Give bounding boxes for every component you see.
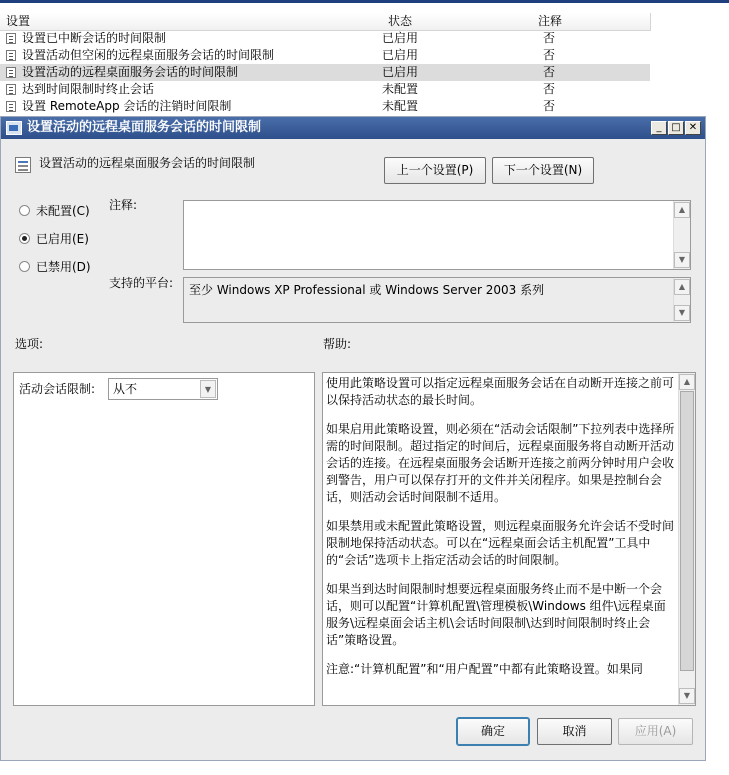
policy-dialog [0, 116, 706, 761]
scroll-down-arrow-icon[interactable]: ▼ [674, 305, 690, 321]
policy-setting-icon [15, 157, 31, 173]
column-header-setting-label: 设置 [6, 14, 31, 28]
help-scroll-thumb[interactable] [680, 391, 694, 671]
scroll-up-arrow-icon[interactable]: ▲ [679, 374, 695, 390]
column-header-state-label: 状态 [387, 14, 412, 28]
apply-button[interactable]: 应用(A) [618, 718, 693, 745]
radio-disabled-control[interactable] [19, 261, 30, 272]
column-header-comment-label: 注释 [537, 14, 562, 28]
radio-not-configured-label: 未配置(C) [36, 204, 90, 218]
platform-textbox[interactable] [183, 277, 691, 323]
options-panel [13, 372, 315, 706]
scroll-up-arrow-icon[interactable]: ▲ [674, 279, 690, 295]
radio-not-configured-control[interactable] [19, 205, 30, 216]
platform-label: 支持的平台: [109, 276, 174, 290]
list-item-comment: 否 [543, 31, 556, 45]
active-session-limit-value: 从不 [113, 382, 138, 396]
cancel-button[interactable]: 取消 [537, 718, 612, 745]
list-item[interactable] [0, 98, 650, 115]
radio-disabled[interactable] [19, 259, 99, 275]
list-item-name: 设置活动但空闲的远程桌面服务会话的时间限制 [22, 48, 275, 62]
column-header-state[interactable] [350, 13, 451, 31]
ok-button[interactable]: 确定 [457, 718, 529, 745]
column-header-setting[interactable] [0, 13, 357, 31]
help-paragraph: 使用此策略设置可以指定远程桌面服务会话在自动断开连接之前可以保持活动状态的最长时间。 [326, 376, 675, 407]
help-panel [322, 372, 696, 706]
list-item-comment: 否 [543, 48, 556, 62]
list-item-name: 设置活动的远程桌面服务会话的时间限制 [22, 65, 239, 79]
policy-name-label: 设置活动的远程桌面服务会话的时间限制 [39, 156, 256, 170]
policy-list [0, 3, 729, 116]
list-item-comment: 否 [543, 99, 556, 113]
help-text [326, 375, 676, 690]
next-setting-button[interactable]: 下一个设置(N) [492, 157, 594, 184]
column-header-comment[interactable] [450, 13, 651, 31]
comment-scrollbar[interactable] [673, 201, 690, 269]
list-item-state: 已启用 [382, 31, 419, 45]
help-paragraph: 如果当到达时间限制时想要远程桌面服务终止而不是中断一个会话，则可以配置“计算机配置\管理模板\Windows 组件\远程桌面服务\远程桌面会话主机\会话时间限制\达到时间限制时终止会话”策略设置。 [326, 582, 666, 647]
help-paragraph: 如果禁用或未配置此策略设置，则远程桌面服务允许会话不受时间限制地保持活动状态。可以在“远程桌面会话主机配置”工具中的“会话”选项卡上指定活动会话的时间限制。 [326, 519, 675, 567]
chevron-down-icon[interactable]: ▼ [200, 380, 216, 398]
list-item-selected[interactable] [0, 64, 650, 81]
list-item-comment: 否 [543, 65, 556, 79]
list-item[interactable] [0, 47, 650, 64]
scroll-up-arrow-icon[interactable]: ▲ [674, 202, 690, 218]
radio-enabled-control[interactable] [19, 233, 30, 244]
radio-enabled[interactable] [19, 231, 99, 247]
radio-not-configured[interactable] [19, 203, 99, 219]
platform-scrollbar[interactable] [673, 278, 690, 322]
close-button[interactable]: ✕ [685, 121, 701, 135]
policy-setting-icon [6, 84, 16, 95]
minimize-button[interactable]: _ [651, 121, 667, 135]
help-section-label: 帮助: [323, 337, 352, 351]
maximize-button[interactable]: □ [668, 121, 684, 135]
comment-label: 注释: [109, 198, 138, 212]
options-section-label: 选项: [15, 337, 44, 351]
help-scrollbar[interactable] [678, 373, 695, 705]
dialog-title: 设置活动的远程桌面服务会话的时间限制 [27, 120, 262, 135]
radio-enabled-label: 已启用(E) [36, 232, 89, 246]
platform-value: 至少 Windows XP Professional 或 Windows Server 2003 系列 [189, 283, 545, 297]
list-item-state: 未配置 [382, 82, 419, 96]
list-item-name: 设置 RemoteApp 会话的注销时间限制 [22, 99, 232, 113]
list-item-name: 达到时间限制时终止会话 [22, 82, 155, 96]
list-item-state: 已启用 [382, 65, 419, 79]
list-item-state: 已启用 [382, 48, 419, 62]
help-paragraph: 注意:“计算机配置”和“用户配置”中都有此策略设置。如果同 [326, 662, 643, 676]
list-item-comment: 否 [543, 82, 556, 96]
active-session-limit-dropdown[interactable] [108, 378, 218, 400]
list-item[interactable] [0, 81, 650, 98]
scroll-down-arrow-icon[interactable]: ▼ [674, 252, 690, 268]
list-item-state: 未配置 [382, 99, 419, 113]
active-session-limit-label: 活动会话限制: [19, 382, 96, 396]
list-item[interactable] [0, 30, 650, 47]
policy-setting-icon [6, 33, 16, 44]
help-paragraph: 如果启用此策略设置，则必须在“活动会话限制”下拉列表中选择所需的时间限制。超过指定的时间后，远程桌面服务将自动断开活动会话的连接。在远程桌面服务会话断开连接之前两分钟时用户会收到警告，用户可以保存打开的文件并关闭程序。如果是控制台会话，则活动会话时间限制不适用。 [326, 422, 675, 504]
radio-disabled-label: 已禁用(D) [36, 260, 91, 274]
comment-textarea[interactable] [183, 200, 691, 270]
list-item-name: 设置已中断会话的时间限制 [22, 31, 167, 45]
previous-setting-button[interactable]: 上一个设置(P) [384, 157, 486, 184]
policy-setting-icon [6, 67, 16, 78]
policy-setting-icon [6, 50, 16, 61]
policy-window-icon [6, 121, 22, 135]
policy-setting-icon [6, 101, 16, 112]
scroll-down-arrow-icon[interactable]: ▼ [679, 688, 695, 704]
dialog-titlebar[interactable] [1, 117, 705, 139]
